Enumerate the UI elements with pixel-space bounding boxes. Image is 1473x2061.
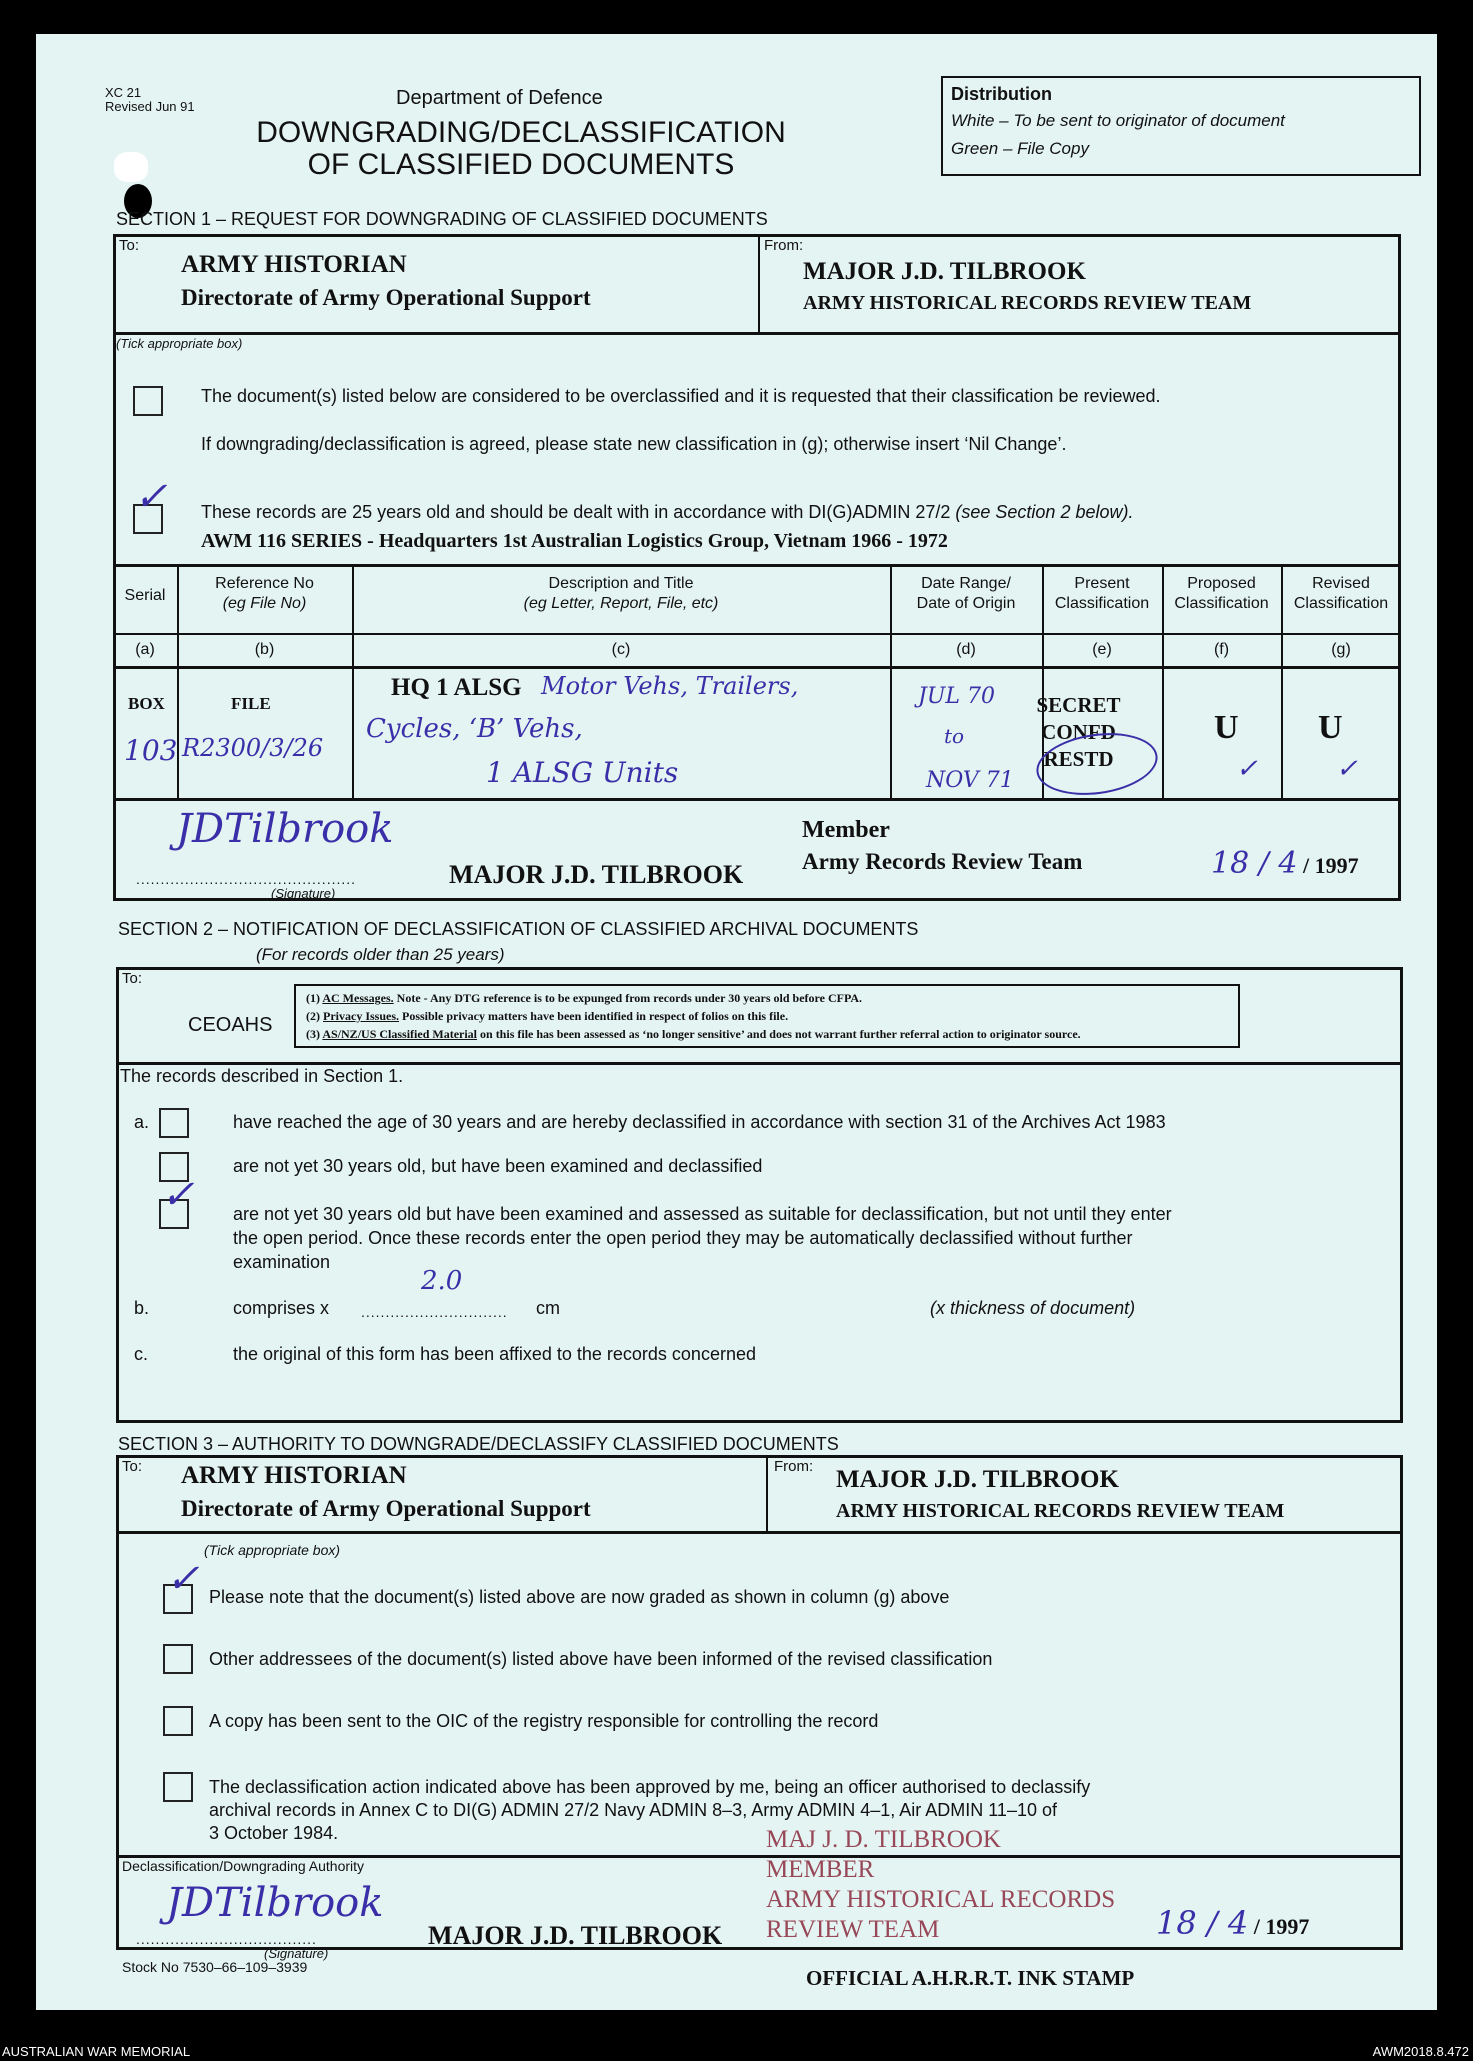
section2-subheading: (For records older than 25 years) (256, 945, 505, 964)
c-label: c. (134, 1344, 149, 1364)
stamp-line: MAJ J. D. TILBROOK (766, 1826, 1001, 1853)
column-header: Description and Title (eg Letter, Report, File, etc) (523, 575, 719, 612)
sign-date: 18 / 4 / 1997 (1211, 846, 1359, 881)
section3-heading: SECTION 3 – AUTHORITY TO DOWNGRADE/DECLASSIFY CLASSIFIED DOCUMENTS (118, 1434, 839, 1454)
proposed-classification: U (1214, 709, 1239, 746)
check-mark-icon: ✓ (161, 1172, 195, 1218)
desc-handwritten: 1 ALSG Units (486, 756, 679, 789)
stamp-line: ARMY HISTORICAL RECORDS (766, 1886, 1116, 1913)
column-code: (c) (611, 641, 631, 658)
form-title: DOWNGRADING/DECLASSIFICATION OF CLASSIFIED DOCUMENTS (256, 116, 786, 181)
from-org: ARMY HISTORICAL RECORDS REVIEW TEAM (836, 1500, 1285, 1522)
form-page (36, 34, 1437, 2010)
serial-printed: BOX (128, 694, 165, 713)
stamp-line: REVIEW TEAM (766, 1916, 940, 1943)
option1-text: The document(s) listed below are considered to be overclassified and it is requested that their classification be reviewed. (201, 386, 1161, 406)
desc-handwritten: Cycles, ‘B’ Vehs, (366, 714, 583, 744)
copy-sent-checkbox[interactable] (163, 1706, 193, 1736)
from-name: MAJOR J.D. TILBROOK (836, 1466, 1119, 1493)
option1-note: If downgrading/declassification is agreed, please state new classification in (g); otherwise insert ‘Nil Change’. (201, 434, 1067, 454)
column-header: Serial (124, 587, 166, 604)
o4-text: The declassification action indicated above has been approved by me, being an officer authorised to declassify archival records in Annex C to DI(G) ADMIN 27/2 Navy ADMIN 8–3, Army ADMIN 4–1, Air ADMIN 11–10 of 3 October 1984. (209, 1777, 1091, 1843)
c-text: the original of this form has been affixed to the records concerned (233, 1344, 756, 1364)
serial-handwritten: 103 (124, 734, 178, 767)
signature-handwritten: JDTilbrook (166, 1880, 384, 1926)
stamp-caption: OFFICIAL A.H.R.R.T. INK STAMP (806, 1966, 1135, 1990)
column-code: (a) (135, 641, 155, 658)
revised-classification: U (1318, 709, 1343, 746)
department: Department of Defence (396, 87, 603, 109)
date-from: JUL 70 (918, 684, 995, 709)
note-item: (2) Privacy Issues. Possible privacy matters have been identified in respect of folios on this file. (306, 1009, 789, 1023)
to-name: ARMY HISTORIAN (181, 1462, 407, 1489)
series-line: AWM 116 SERIES - Headquarters 1st Australian Logistics Group, Vietnam 1966 - 1972 (201, 530, 948, 552)
section2-heading: SECTION 2 – NOTIFICATION OF DECLASSIFICATION OF CLASSIFIED ARCHIVAL DOCUMENTS (118, 919, 919, 939)
signature-line: ............................................. (136, 871, 357, 887)
column-code: (g) (1331, 641, 1351, 658)
a2-text: are not yet 30 years old, but have been examined and declassified (233, 1156, 763, 1176)
ref-handwritten: R2300/3/26 (182, 734, 324, 762)
check-mark-icon: ✓ (134, 474, 168, 520)
column-code: (e) (1092, 641, 1112, 658)
archive-id: AWM2018.8.472 (1372, 2044, 1469, 2059)
column-code: (b) (254, 641, 275, 658)
column-code: (d) (956, 641, 976, 658)
to-label: To: (122, 970, 143, 987)
ref-printed: FILE (231, 694, 271, 713)
stamp-line: MEMBER (766, 1856, 875, 1883)
notes-box (294, 984, 1240, 1048)
signer-name: MAJOR J.D. TILBROOK (428, 1921, 723, 1950)
addressees-checkbox[interactable] (163, 1644, 193, 1674)
form-code: XC 21 Revised Jun 91 (105, 85, 195, 114)
approved-checkbox[interactable] (163, 1772, 193, 1802)
to-label: To: (119, 237, 140, 254)
o2-text: Other addressees of the document(s) listed above have been informed of the revised classification (209, 1649, 993, 1669)
check-mark-icon: ✓ (1236, 754, 1258, 784)
tick-note: (Tick appropriate box) (116, 336, 243, 351)
signer-name: MAJOR J.D. TILBROOK (449, 860, 744, 889)
from-org: ARMY HISTORICAL RECORDS REVIEW TEAM (803, 292, 1252, 314)
section2-intro: The records described in Section 1. (120, 1066, 404, 1086)
desc-printed: HQ 1 ALSG (391, 674, 522, 701)
date-to-word: to (944, 724, 965, 748)
signature-label: (Signature) (264, 1946, 329, 1961)
option2-text: These records are 25 years old and should be dealt with in accordance with DI(G)ADMIN 27/2 (see Section 2 below). (201, 502, 1134, 522)
signature-label: (Signature) (271, 886, 336, 901)
a-label: a. (134, 1112, 150, 1132)
section1-heading: SECTION 1 – REQUEST FOR DOWNGRADING OF CLASSIFIED DOCUMENTS (116, 209, 768, 229)
stock-number: Stock No 7530–66–109–3939 (122, 1959, 308, 1975)
to-label: To: (122, 1458, 143, 1475)
b-unit: cm (536, 1298, 560, 1318)
to-name: ARMY HISTORIAN (181, 251, 407, 278)
from-label: From: (774, 1458, 814, 1475)
from-name: MAJOR J.D. TILBROOK (803, 258, 1086, 285)
signature-handwritten: JDTilbrook (176, 806, 394, 852)
to-org: Directorate of Army Operational Support (181, 285, 591, 310)
thickness-value: 2.0 (421, 1266, 463, 1296)
b-label: b. (134, 1298, 150, 1318)
b-text: comprises x (233, 1298, 330, 1318)
column-code: (f) (1213, 641, 1230, 658)
distribution-white: White – To be sent to originator of document (951, 111, 1285, 130)
column-header: Proposed Classification (1174, 575, 1269, 612)
desc-handwritten: Motor Vehs, Trailers, (541, 672, 799, 700)
o1-text: Please note that the document(s) listed above are now graded as shown in column (g) above (209, 1587, 950, 1607)
section3-box (116, 1455, 1403, 1950)
o3-text: A copy has been sent to the OIC of the registry responsible for controlling the record (209, 1711, 879, 1731)
note-item: (3) AS/NZ/US Classified Material on this file has been assessed as ‘no longer sensitive’ and does not warrant further referral action to originator source. (306, 1027, 1081, 1041)
authority-label: Declassification/Downgrading Authority (122, 1858, 365, 1874)
from-label: From: (764, 237, 804, 254)
overclassified-checkbox[interactable] (133, 386, 163, 416)
check-mark-icon: ✓ (166, 1556, 200, 1602)
team-label: Army Records Review Team (802, 849, 1083, 874)
check-mark-icon: ✓ (1336, 754, 1358, 784)
age-30-checkbox[interactable] (159, 1108, 189, 1138)
to-org: Directorate of Army Operational Support (181, 1496, 591, 1521)
column-header: Present Classification (1054, 575, 1150, 612)
column-header: Reference No (eg File No) (215, 575, 314, 612)
distribution-title: Distribution (951, 84, 1052, 104)
a3-text: are not yet 30 years old but have been examined and assessed as suitable for declassification, but not until they enter the open period. Once these records enter the open period they may be automatically declassified without further examination (233, 1204, 1172, 1272)
archive-name: AUSTRALIAN WAR MEMORIAL (2, 2044, 191, 2059)
a1-text: have reached the age of 30 years and are hereby declassified in accordance with section 31 of the Archives Act 1983 (233, 1112, 1166, 1132)
present-classification: SECRET CONFD RESTD (1036, 693, 1121, 771)
column-header: Date Range/ Date of Origin (916, 575, 1016, 612)
to-value: CEOAHS (188, 1014, 273, 1036)
signature-line: ..................................... (136, 1931, 317, 1947)
b-note: (x thickness of document) (930, 1298, 1136, 1318)
column-header: Revised Classification (1293, 575, 1389, 612)
date-to: NOV 71 (926, 768, 1014, 793)
distribution-box (941, 76, 1421, 176)
torn-corner (114, 152, 148, 182)
thickness-line: .............................. (361, 1304, 508, 1320)
member-label: Member (802, 817, 890, 843)
distribution-green: Green – File Copy (951, 139, 1089, 158)
note-item: (1) AC Messages. Note - Any DTG reference is to be expunged from records under 30 years old before CFPA. (306, 991, 863, 1005)
tick-note: (Tick appropriate box) (204, 1542, 341, 1558)
authority-date: 18 / 4 / 1997 (1156, 1904, 1310, 1942)
